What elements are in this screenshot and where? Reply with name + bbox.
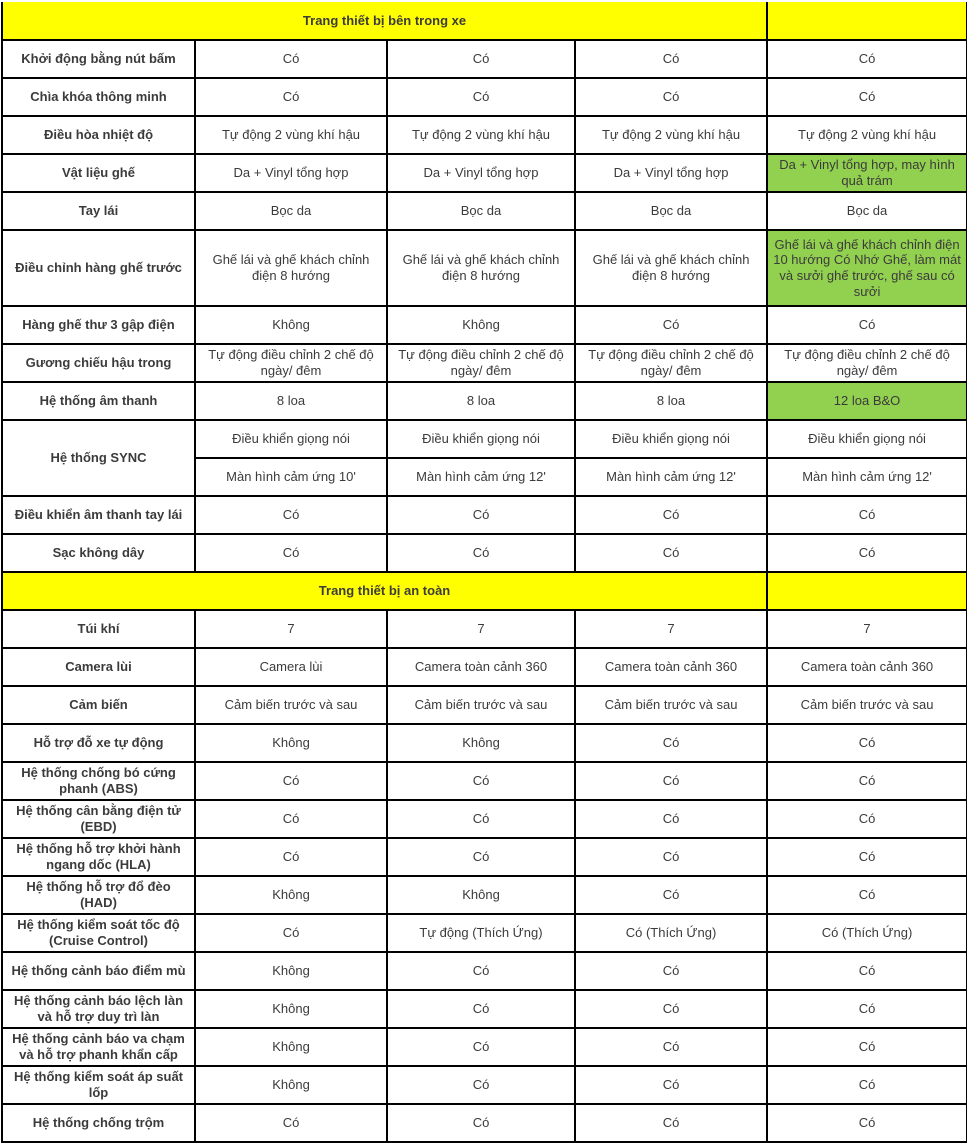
spec-comparison-table — [1, 2, 967, 1143]
feature-label-cell: Hệ thống hỗ trợ khởi hành ngang dốc (HLA) — [2, 838, 195, 876]
feature-value-cell: Có (Thích Ứng) — [575, 914, 767, 952]
feature-value-cell: Có — [195, 1104, 387, 1142]
feature-row — [2, 724, 967, 762]
feature-value-cell: Có — [387, 838, 575, 876]
feature-value-cell: Có — [575, 762, 767, 800]
feature-value-cell: Có — [195, 40, 387, 78]
feature-value-cell: Có — [575, 496, 767, 534]
feature-value-cell: Có — [575, 952, 767, 990]
feature-row — [2, 154, 967, 192]
feature-value-cell: Có — [767, 838, 967, 876]
feature-value-cell: Có — [575, 800, 767, 838]
feature-row — [2, 800, 967, 838]
feature-value-cell-highlighted: Ghế lái và ghế khách chỉnh điện 10 hướng Có Nhớ Ghế, làm mát và sưởi ghế trước, ghế sau có sưởi — [767, 230, 967, 306]
feature-label-cell: Sạc không dây — [2, 534, 195, 572]
feature-value-cell-highlighted: Da + Vinyl tổng hợp, may hình quả trám — [767, 154, 967, 192]
feature-value-cell: Có — [575, 838, 767, 876]
feature-row — [2, 952, 967, 990]
feature-value-cell: Màn hình cảm ứng 12' — [767, 458, 967, 496]
feature-row — [2, 990, 967, 1028]
feature-value-cell: 7 — [195, 610, 387, 648]
feature-label-cell: Hệ thống âm thanh — [2, 382, 195, 420]
feature-value-cell: Có — [195, 534, 387, 572]
feature-value-cell: Có — [387, 952, 575, 990]
feature-row — [2, 648, 967, 686]
feature-label-cell: Camera lùi — [2, 648, 195, 686]
feature-row — [2, 192, 967, 230]
feature-value-cell: Không — [195, 990, 387, 1028]
feature-value-cell: Có — [387, 1028, 575, 1066]
feature-value-cell: Có — [767, 534, 967, 572]
feature-value-cell: Có — [767, 990, 967, 1028]
section-header-spacer-cell — [767, 572, 967, 610]
feature-row — [2, 534, 967, 572]
feature-value-cell: Có — [387, 78, 575, 116]
feature-label-cell: Hệ thống cảnh báo lệch làn và hỗ trợ duy trì làn — [2, 990, 195, 1028]
feature-value-cell: Điều khiển giọng nói — [767, 420, 967, 458]
feature-value-cell: Tự động điều chỉnh 2 chế độ ngày/ đêm — [387, 344, 575, 382]
feature-value-cell: Tự động điều chỉnh 2 chế độ ngày/ đêm — [575, 344, 767, 382]
feature-value-cell: Có — [575, 876, 767, 914]
feature-label-cell: Hệ thống chống bó cứng phanh (ABS) — [2, 762, 195, 800]
feature-value-cell: Tự động 2 vùng khí hậu — [767, 116, 967, 154]
feature-value-cell: 8 loa — [575, 382, 767, 420]
feature-value-cell: Camera toàn cảnh 360 — [387, 648, 575, 686]
section-header-row — [2, 572, 967, 610]
feature-value-cell: Tự động 2 vùng khí hậu — [575, 116, 767, 154]
feature-value-cell-highlighted: 12 loa B&O — [767, 382, 967, 420]
feature-value-cell: Không — [195, 724, 387, 762]
section-header-row — [2, 2, 967, 40]
feature-label-cell: Hệ thống SYNC — [2, 420, 195, 496]
feature-value-cell: Có — [767, 876, 967, 914]
feature-value-cell: Có — [195, 914, 387, 952]
feature-label-cell: Hệ thống kiểm soát tốc độ (Cruise Control) — [2, 914, 195, 952]
feature-value-cell: Có — [195, 496, 387, 534]
feature-value-cell: 7 — [767, 610, 967, 648]
feature-value-cell: Có — [387, 990, 575, 1028]
feature-value-cell: Bọc da — [767, 192, 967, 230]
feature-row — [2, 496, 967, 534]
feature-label-cell: Hệ thống cân bằng điện tử (EBD) — [2, 800, 195, 838]
feature-value-cell: Có — [387, 1066, 575, 1104]
feature-value-cell: Có — [575, 990, 767, 1028]
feature-value-cell: Có — [767, 1028, 967, 1066]
feature-value-cell: Da + Vinyl tổng hợp — [195, 154, 387, 192]
feature-row — [2, 78, 967, 116]
feature-value-cell: Camera lùi — [195, 648, 387, 686]
feature-row — [2, 420, 967, 458]
feature-label-cell: Hệ thống chống trộm — [2, 1104, 195, 1142]
feature-value-cell: Điều khiển giọng nói — [195, 420, 387, 458]
feature-value-cell: Có — [767, 1066, 967, 1104]
feature-value-cell: Có — [575, 1028, 767, 1066]
feature-row — [2, 1104, 967, 1142]
feature-value-cell: Bọc da — [575, 192, 767, 230]
feature-value-cell: 7 — [575, 610, 767, 648]
feature-value-cell: Ghế lái và ghế khách chỉnh điện 8 hướng — [575, 230, 767, 306]
feature-value-cell: Có — [575, 78, 767, 116]
feature-value-cell: Có — [195, 762, 387, 800]
feature-value-cell: Có — [387, 800, 575, 838]
feature-value-cell: Có — [387, 1104, 575, 1142]
feature-label-cell: Điều chỉnh hàng ghế trước — [2, 230, 195, 306]
feature-value-cell: Có — [767, 762, 967, 800]
feature-value-cell: Có — [767, 306, 967, 344]
feature-value-cell: Màn hình cảm ứng 12' — [387, 458, 575, 496]
feature-value-cell: Có — [767, 1104, 967, 1142]
feature-row — [2, 914, 967, 952]
feature-value-cell: Không — [195, 1066, 387, 1104]
feature-label-cell: Hệ thống cảnh báo va chạm và hỗ trợ phanh khẩn cấp — [2, 1028, 195, 1066]
feature-value-cell: Có — [195, 78, 387, 116]
feature-label-cell: Tay lái — [2, 192, 195, 230]
feature-value-cell: 8 loa — [387, 382, 575, 420]
feature-value-cell: Có — [195, 838, 387, 876]
feature-row — [2, 40, 967, 78]
feature-value-cell: Ghế lái và ghế khách chỉnh điện 8 hướng — [195, 230, 387, 306]
feature-value-cell: Có — [387, 534, 575, 572]
feature-value-cell: Có — [195, 800, 387, 838]
feature-row — [2, 1066, 967, 1104]
feature-value-cell: Tự động 2 vùng khí hậu — [195, 116, 387, 154]
feature-value-cell: Có — [387, 762, 575, 800]
feature-label-cell: Khởi động bằng nút bấm — [2, 40, 195, 78]
feature-value-cell: Màn hình cảm ứng 12' — [575, 458, 767, 496]
section-title: Trang thiết bị bên trong xe — [2, 2, 767, 40]
feature-value-cell: Bọc da — [387, 192, 575, 230]
feature-value-cell: Không — [195, 1028, 387, 1066]
feature-value-cell: Màn hình cảm ứng 10' — [195, 458, 387, 496]
feature-value-cell: Da + Vinyl tổng hợp — [387, 154, 575, 192]
feature-row — [2, 686, 967, 724]
feature-value-cell: Ghế lái và ghế khách chỉnh điện 8 hướng — [387, 230, 575, 306]
feature-value-cell: Tự động điều chỉnh 2 chế độ ngày/ đêm — [195, 344, 387, 382]
feature-value-cell: Có — [575, 724, 767, 762]
feature-value-cell: Có — [387, 496, 575, 534]
feature-value-cell: Điều khiển giọng nói — [387, 420, 575, 458]
feature-value-cell: Cảm biến trước và sau — [575, 686, 767, 724]
feature-row — [2, 306, 967, 344]
feature-value-cell: Có — [575, 534, 767, 572]
feature-value-cell: Cảm biến trước và sau — [387, 686, 575, 724]
feature-value-cell: Có — [767, 496, 967, 534]
feature-value-cell: Cảm biến trước và sau — [195, 686, 387, 724]
feature-value-cell: Điều khiển giọng nói — [575, 420, 767, 458]
feature-label-cell: Vật liệu ghế — [2, 154, 195, 192]
feature-value-cell: Có — [575, 40, 767, 78]
feature-label-cell: Gương chiếu hậu trong — [2, 344, 195, 382]
feature-value-cell: Camera toàn cảnh 360 — [575, 648, 767, 686]
spec-table-body — [2, 2, 967, 1142]
feature-value-cell: Có — [575, 1104, 767, 1142]
feature-value-cell: Không — [195, 306, 387, 344]
feature-value-cell: Camera toàn cảnh 360 — [767, 648, 967, 686]
feature-value-cell: Bọc da — [195, 192, 387, 230]
feature-label-cell: Hỗ trợ đỗ xe tự động — [2, 724, 195, 762]
section-header-spacer-cell — [767, 2, 967, 40]
feature-row — [2, 382, 967, 420]
feature-row — [2, 1028, 967, 1066]
feature-row — [2, 344, 967, 382]
feature-value-cell: 7 — [387, 610, 575, 648]
feature-row — [2, 876, 967, 914]
feature-value-cell: Không — [387, 306, 575, 344]
feature-value-cell: Tự động 2 vùng khí hậu — [387, 116, 575, 154]
feature-value-cell: Có — [767, 724, 967, 762]
feature-value-cell: Có — [767, 40, 967, 78]
feature-value-cell: 8 loa — [195, 382, 387, 420]
feature-value-cell: Có — [767, 78, 967, 116]
feature-row — [2, 838, 967, 876]
feature-value-cell: Không — [195, 952, 387, 990]
feature-value-cell: Cảm biến trước và sau — [767, 686, 967, 724]
feature-value-cell: Tự động điều chỉnh 2 chế độ ngày/ đêm — [767, 344, 967, 382]
feature-label-cell: Túi khí — [2, 610, 195, 648]
feature-value-cell: Có — [767, 800, 967, 838]
feature-value-cell: Có — [767, 952, 967, 990]
feature-value-cell: Có — [387, 40, 575, 78]
feature-label-cell: Hệ thống hỗ trợ đổ đèo (HAD) — [2, 876, 195, 914]
feature-value-cell: Có — [575, 306, 767, 344]
feature-value-cell: Có — [575, 1066, 767, 1104]
feature-value-cell: Không — [387, 724, 575, 762]
feature-label-cell: Hệ thống kiểm soát áp suất lốp — [2, 1066, 195, 1104]
feature-label-cell: Điều khiển âm thanh tay lái — [2, 496, 195, 534]
feature-row — [2, 762, 967, 800]
section-title: Trang thiết bị an toàn — [2, 572, 767, 610]
feature-label-cell: Chìa khóa thông minh — [2, 78, 195, 116]
feature-label-cell: Hàng ghế thư 3 gập điện — [2, 306, 195, 344]
feature-label-cell: Điều hòa nhiệt độ — [2, 116, 195, 154]
feature-value-cell: Có (Thích Ứng) — [767, 914, 967, 952]
feature-label-cell: Cảm biến — [2, 686, 195, 724]
feature-label-cell: Hệ thống cảnh báo điểm mù — [2, 952, 195, 990]
feature-value-cell: Không — [195, 876, 387, 914]
feature-row — [2, 230, 967, 306]
feature-row — [2, 610, 967, 648]
feature-value-cell: Không — [387, 876, 575, 914]
feature-value-cell: Da + Vinyl tổng hợp — [575, 154, 767, 192]
feature-row — [2, 116, 967, 154]
feature-value-cell: Tự động (Thích Ứng) — [387, 914, 575, 952]
